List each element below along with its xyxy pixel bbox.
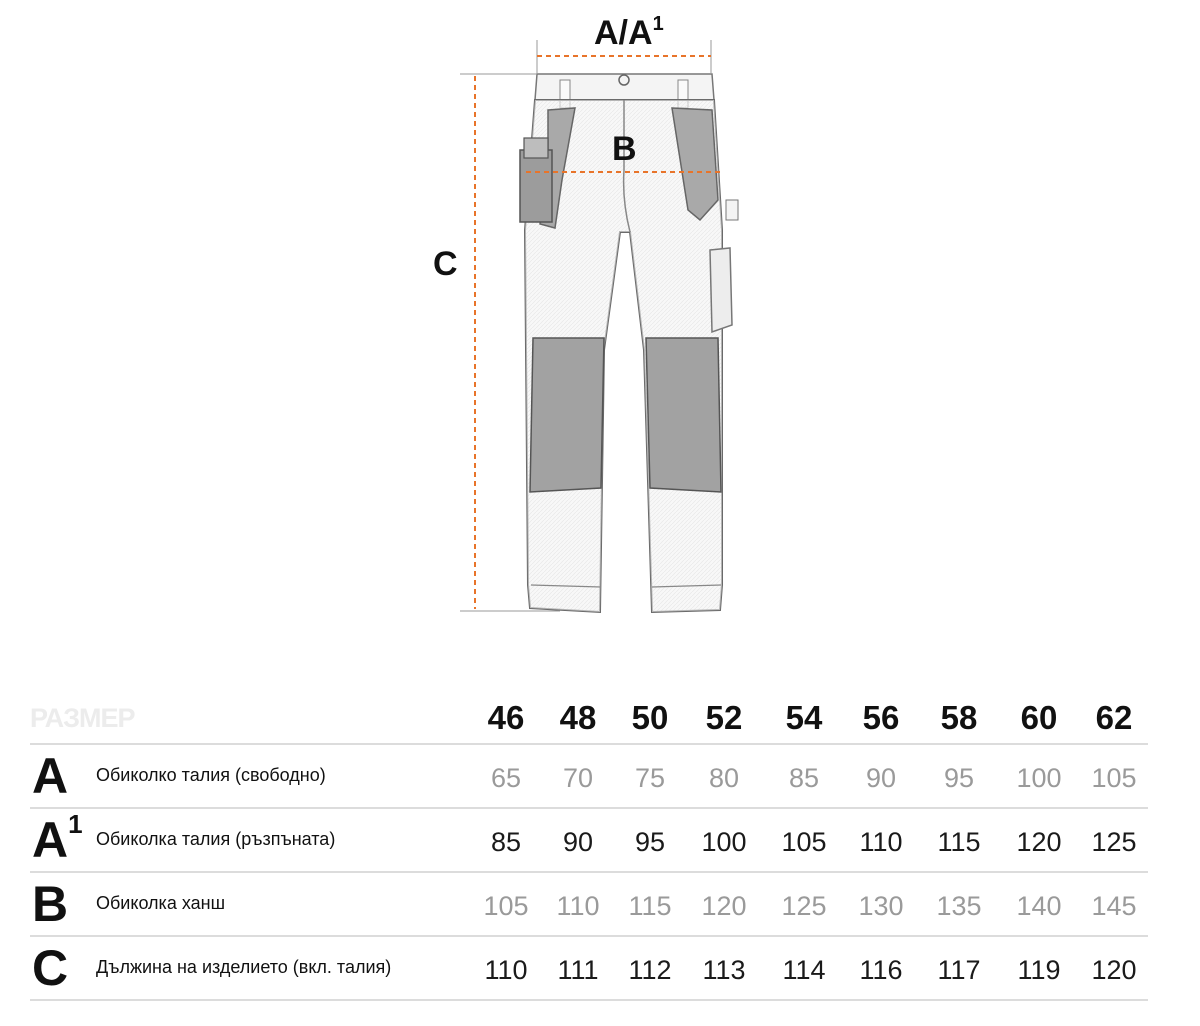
table-cell: 130 [858, 891, 904, 921]
table-cell: 115 [937, 827, 981, 857]
dimension-label-b: B [612, 130, 637, 168]
size-column-header: 48 [559, 699, 597, 736]
table-cell: 125 [781, 891, 827, 921]
table-cell: 75 [634, 763, 666, 793]
dimension-label-a-sup: 1 [652, 13, 664, 35]
size-column-header: 52 [705, 699, 743, 736]
table-cell: 120 [1091, 955, 1137, 985]
row-letter-sup: 1 [68, 809, 83, 839]
size-column-header: 54 [785, 699, 823, 736]
table-cell: 105 [483, 891, 529, 921]
table-cell: 135 [936, 891, 982, 921]
table-cell: 116 [859, 955, 903, 985]
row-description: Обиколка талия (ръзпъната) [96, 829, 336, 849]
size-table [30, 695, 1148, 1001]
table-cell: 110 [859, 827, 903, 857]
table-cell: 105 [1091, 763, 1137, 793]
table-cell: 95 [943, 763, 975, 793]
size-column-header: 58 [940, 699, 978, 736]
row-letter: C [32, 940, 69, 996]
table-cell: 85 [490, 827, 522, 857]
table-cell: 90 [562, 827, 594, 857]
table-cell: 105 [781, 827, 827, 857]
table-cell: 114 [782, 955, 826, 985]
table-cell: 70 [562, 763, 594, 793]
row-description: Обиколко талия (свободно) [96, 765, 326, 785]
table-cell: 119 [1017, 955, 1061, 985]
row-letter: A [32, 748, 69, 804]
size-header-row [30, 695, 1148, 745]
size-column-header: 62 [1095, 699, 1133, 736]
size-title: РАЗМЕР [30, 703, 135, 733]
dimension-label-a [594, 13, 664, 52]
row-letter: B [32, 876, 69, 932]
row-letter [32, 809, 83, 868]
table-row [30, 809, 1148, 873]
table-cell: 112 [628, 955, 672, 985]
table-cell: 65 [490, 763, 522, 793]
table-cell: 85 [788, 763, 820, 793]
table-row [30, 745, 1148, 809]
table-cell: 145 [1091, 891, 1137, 921]
table-cell: 140 [1016, 891, 1062, 921]
table-cell: 110 [556, 891, 600, 921]
dimension-label-a-text: A/A [594, 14, 653, 52]
table-cell: 111 [557, 955, 599, 985]
row-description: Обиколка ханш [96, 893, 226, 913]
table-cell: 113 [702, 955, 746, 985]
size-column-header: 46 [487, 699, 525, 736]
table-cell: 120 [701, 891, 747, 921]
size-column-header: 50 [631, 699, 669, 736]
table-row [30, 937, 1148, 1001]
table-cell: 117 [937, 955, 981, 985]
table-cell: 80 [708, 763, 740, 793]
table-cell: 100 [1016, 763, 1062, 793]
table-cell: 120 [1016, 827, 1062, 857]
size-column-header: 60 [1020, 699, 1058, 736]
table-cell: 100 [701, 827, 747, 857]
row-description: Дължина на изделието (вкл. талия) [96, 957, 392, 977]
size-column-header: 56 [862, 699, 900, 736]
table-cell: 90 [865, 763, 897, 793]
row-letter-text: A [32, 812, 69, 868]
table-cell: 125 [1091, 827, 1137, 857]
table-cell: 110 [484, 955, 528, 985]
table-cell: 115 [628, 891, 672, 921]
table-cell: 95 [634, 827, 666, 857]
table-row [30, 873, 1148, 937]
dimension-label-c: C [433, 245, 458, 283]
